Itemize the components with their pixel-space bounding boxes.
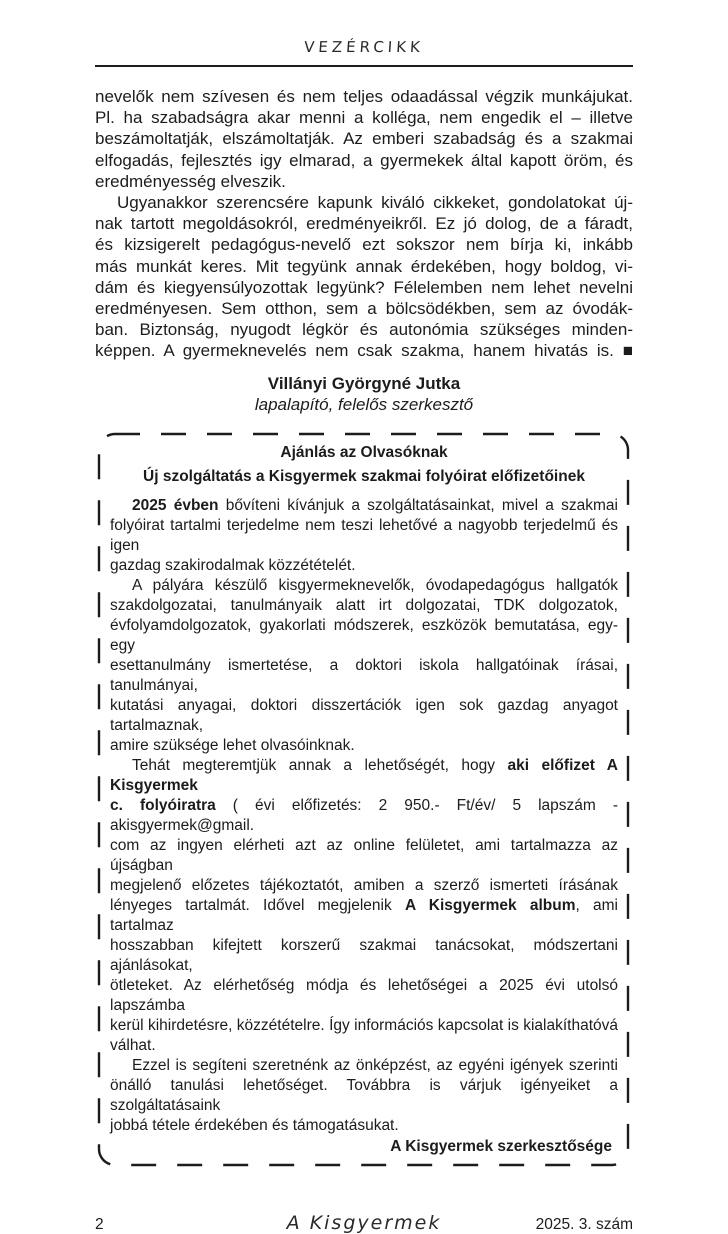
paragraph: nevelők nem szívesen és nem teljes odaadással végzik munkájukat. Pl. ha szabadságra akar menni a kolléga, nem engedik el – illetve beszámoltatják, elszámoltatják. Az emberi szabadság és a szakmai elfogadás, fejlesztés igy elmarad, a gyermekek által kapott öröm, és eredményesség elveszik. bbox=[95, 87, 633, 191]
signature-name: Villányi Györgyné Jutka bbox=[267, 373, 461, 393]
footer-journal-title: A Kisgyermek bbox=[286, 1211, 442, 1234]
box-body bbox=[110, 496, 618, 1136]
footer-issue: 2025. 3. szám bbox=[535, 1215, 633, 1233]
page-header bbox=[95, 38, 633, 67]
paragraph: Tehát megteremtjük annak a lehetőségét, hogy aki előfizet A Kisgyermek c. folyóiratra ( évi előfizetés: 2 950.- Ft/év/ 5 lapszám - akisgyermek@gmail. com az ingyen elérheti azt az online felületet, ami tartalmazza az újságban megjelenő előzetes tájékoztatót, amiben a szerző ismerteti írásának lényeges tartalmát. Idővel megjelenik A Kisgyermek album, ami tartalmaz hosszabban kifejtett korszerű szakmai tanácsokat, módszertani ajánlásokat, ötleteket. Az elérhetőség módja és lehetőségei a 2025 évi utolsó lapszámba kerül kihirdetésre, közzétételre. Így információs kapcsolat is kialakíthatóvá válhat. bbox=[110, 756, 619, 1054]
box-subtitle: Új szolgáltatás a Kisgyermek szakmai folyóirat előfizetőinek bbox=[143, 467, 585, 485]
section-title: VEZÉRCIKK bbox=[303, 38, 425, 56]
signature-block bbox=[95, 373, 633, 415]
lead-article bbox=[95, 86, 633, 362]
paragraph: Ugyanakkor szerencsére kapunk kiváló cikkeket, gondolatokat új- nak tartott megoldásokról, eredményeikről. Ez jó dolog, de a fáradt, és kizsigerelt pedagógus-nevelő ezt sokszor nem bírja ki, inkább más munkát keres. Mit tegyünk annak érdekében, hogy boldog, vi- dám és kiegyensúlyozottak legyünk? Félelemben nem lehet nevelni eredményesen. Sem otthon, sem a bölcsödékben, sem az óvodák- ban. Biztonság, nyugodt légkör és autonómia szükséges minden- képpen. A gyermeknevelés nem csak szakma, hanem hivatás is. ■ bbox=[95, 193, 633, 361]
paragraph: Ezzel is segíteni szeretnénk az önképzést, az egyéni igények szerinti önálló tanulási lehetőséget. Továbbra is várjuk igényeiket a szolgáltatásaink jobbá tétele érdekében és támogatásukat. bbox=[110, 1056, 618, 1134]
page-footer bbox=[95, 1212, 633, 1234]
box-title: Ajánlás az Olvasóknak bbox=[280, 443, 448, 461]
box-signoff: A Kisgyermek szerkesztősége bbox=[390, 1137, 612, 1155]
recommendation-box bbox=[97, 432, 631, 1168]
signature-role: lapalapító, felelős szerkesztő bbox=[254, 394, 474, 414]
paragraph: A pályára készülő kisgyermeknevelők, óvodapedagógus hallgatók szakdolgozatai, tanulmányaik alatt irt dolgozatai, TDK dolgozatok, évfolyamdolgozatok, gyakorlati módszerek, eszközök bemutatása, egy-egy esettanulmány ismertetése, a doktori iskola hallgatóinak írásai, tanulmányai, kutatási anyagai, doktori disszertációk igen sok gazdag anyagot tartalmaznak, amire szüksége lehet olvasóinknak. bbox=[110, 576, 618, 754]
footer-page-number: 2 bbox=[95, 1215, 104, 1233]
paragraph: 2025 évben bővíteni kívánjuk a szolgáltatásainkat, mivel a szakmai folyóirat tartalmi terjedelme nem teszi lehetővé a nagyobb terjedelmű és igen gazdag szakirodalmak közzétételét. bbox=[110, 496, 618, 574]
header-rule bbox=[95, 65, 633, 67]
